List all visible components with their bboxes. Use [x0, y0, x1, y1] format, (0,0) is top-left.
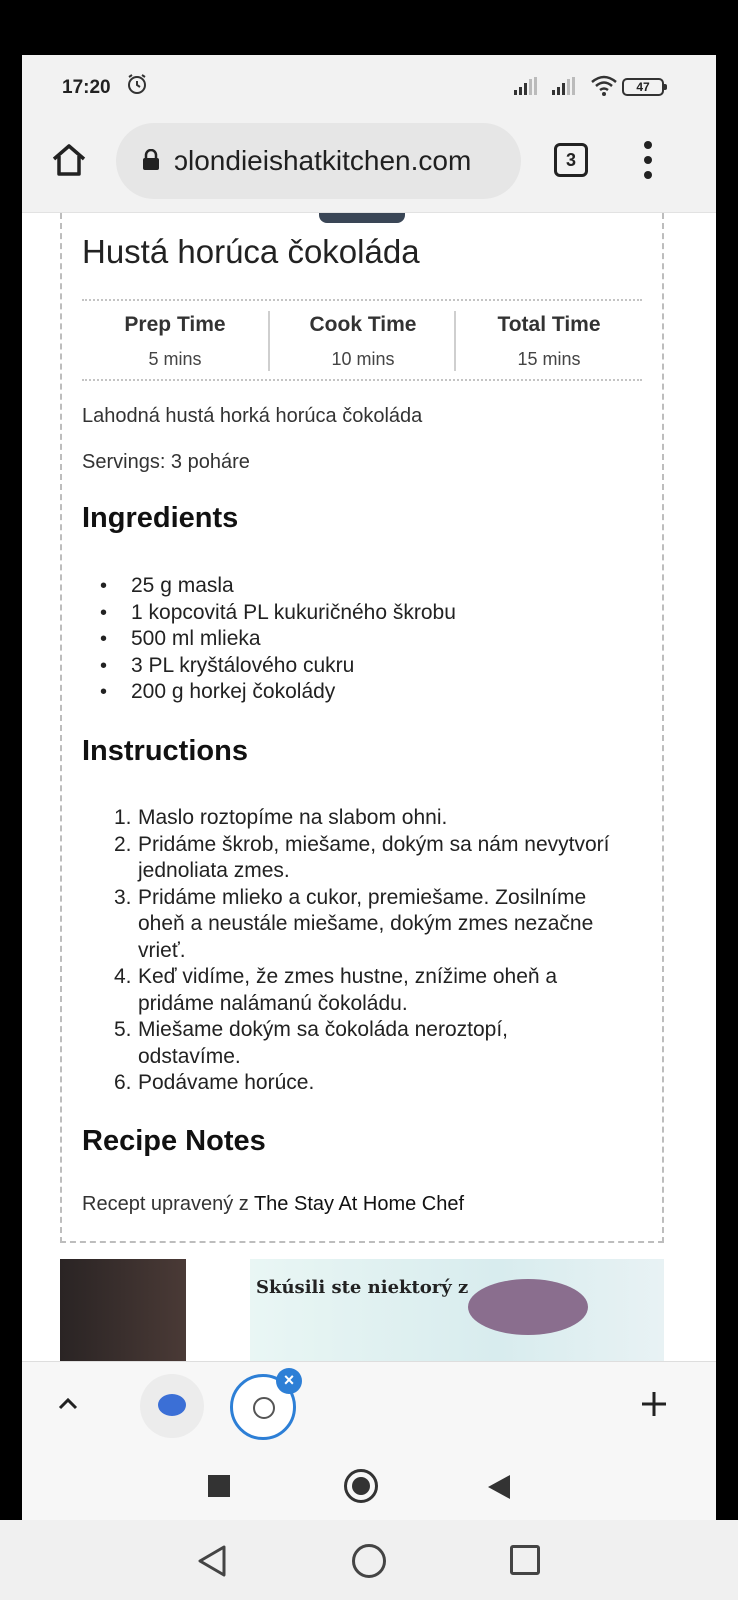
list-item: • 25 g masla [82, 573, 456, 600]
total-time [456, 301, 642, 381]
recipe-notes: Recept upravený z The Stay At Home Chef [82, 1193, 465, 1215]
prep-time-value: 5 mins [148, 349, 202, 369]
recipe-times [82, 299, 642, 381]
source-link[interactable]: The Stay At Home Chef [253, 1193, 465, 1215]
inner-navigation-bar [22, 1453, 716, 1520]
ad-image[interactable] [60, 1259, 186, 1361]
tab-switcher-button[interactable]: 3 [554, 143, 588, 177]
recipe-description: Lahodná hustá horká horúca čokoláda [82, 405, 423, 427]
prep-time [82, 301, 268, 381]
list-item: • 1 kopcovitá PL kukuričného škrobu [82, 600, 456, 627]
recipe-servings: Servings: 3 poháre [82, 451, 250, 473]
ad-banner[interactable] [250, 1259, 664, 1361]
right-black-band [716, 0, 738, 1520]
phone-screen [22, 55, 716, 1520]
address-bar[interactable] [116, 123, 521, 199]
page-content [22, 213, 716, 1361]
status-bar [22, 55, 716, 115]
alarm-icon [126, 73, 148, 95]
recipe-title: Hustá horúca čokoláda [82, 233, 420, 270]
list-item: 5. Miešame dokým sa čokoláda neroztopí, odstavíme. [114, 1018, 509, 1068]
ingredients-list [82, 573, 456, 706]
left-black-band [0, 0, 22, 1520]
lock-icon [142, 149, 160, 171]
back-icon[interactable] [196, 1544, 228, 1578]
home-icon[interactable] [50, 141, 88, 179]
list-item: • 200 g horkej čokolády [82, 679, 456, 706]
top-black-band [0, 0, 738, 55]
system-navigation-bar [0, 1520, 738, 1600]
instructions-heading: Instructions [82, 735, 248, 767]
plus-icon[interactable] [640, 1390, 668, 1418]
status-time: 17:20 [62, 77, 111, 98]
ad-cup-image [468, 1279, 588, 1335]
battery-indicator: 47 [622, 78, 664, 96]
list-item: 4. Keď vidíme, že zmes hustne, znížime oheň a pridáme nalámanú čokoládu. [114, 965, 558, 1015]
url-text: ɔlondieishatkitchen.com [174, 145, 472, 176]
more-vert-icon[interactable] [638, 141, 658, 183]
cook-time-label: Cook Time [309, 313, 417, 336]
stop-icon[interactable] [208, 1475, 230, 1497]
cook-time [270, 301, 456, 381]
browser-toolbar [22, 115, 716, 213]
close-icon[interactable]: × [276, 1368, 302, 1394]
list-item: • 500 ml mlieka [82, 626, 456, 653]
back-arrow-icon[interactable] [488, 1475, 510, 1499]
home-nav-icon[interactable] [352, 1544, 386, 1578]
wifi-icon [590, 73, 618, 97]
recipe-card [60, 213, 664, 1243]
prep-time-label: Prep Time [124, 313, 226, 336]
cook-time-value: 10 mins [331, 349, 395, 369]
list-item: 2. Pridáme škrob, miešame, dokým sa nám nevytvorí jednoliata zmes. [114, 832, 610, 882]
total-time-value: 15 mins [517, 349, 581, 369]
tab-favicon [253, 1397, 275, 1419]
total-time-label: Total Time [497, 313, 601, 336]
signal-icon [514, 77, 544, 95]
tab-thumbnail[interactable] [140, 1374, 204, 1438]
ad-text: Skúsili ste niektorý z [256, 1277, 469, 1298]
chevron-up-icon[interactable] [56, 1392, 80, 1416]
recents-icon[interactable] [510, 1545, 540, 1575]
instructions-list [82, 805, 652, 1097]
list-item: 3. Pridáme mlieko a cukor, premiešame. Zosilníme oheň a neustále miešame, dokým zmes nezačne vrieť. [114, 885, 594, 962]
tab-favicon [158, 1394, 186, 1416]
ingredients-heading: Ingredients [82, 502, 239, 534]
browser-bottom-bar [22, 1361, 716, 1453]
list-item: • 3 PL kryštálového cukru [82, 653, 456, 680]
list-item: 1. Maslo roztopíme na slabom ohni. [114, 806, 448, 829]
signal-icon [552, 77, 582, 95]
recipe-notes-heading: Recipe Notes [82, 1125, 266, 1157]
record-icon[interactable] [344, 1469, 378, 1503]
list-item: 6. Podávame horúce. [114, 1071, 315, 1094]
